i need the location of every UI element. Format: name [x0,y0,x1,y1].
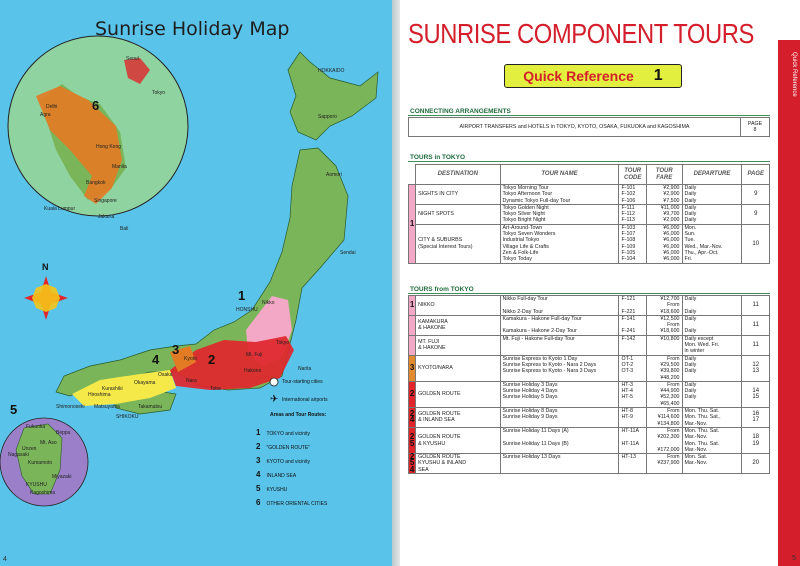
table-row [409,335,770,355]
map-title: Sunrise Holiday Map [95,18,290,40]
page-cell: 9 [742,185,770,205]
city-miyazaki: Miyazaki [52,474,72,480]
city-osaka: Osaka [158,372,173,378]
tour-name-cell: Art-Around-Town Tokyo Seven Wonders Industrial Tokyo Village Life & Crafts Zen & Folk-Life Tokyo Today [500,224,619,263]
connecting-table [408,117,770,137]
tour-code-cell: HT-8 HT-9 [619,408,646,428]
city-narita: Narita [298,366,312,372]
table-row [409,185,770,205]
page-cell: 16 17 [742,408,770,428]
tour-fare-cell: From ¥44,900 ¥52,300 ¥65,400 [646,381,682,407]
destination-cell: NIKKO [416,296,500,316]
col-tour-fare: TOUR FARE [646,165,682,185]
tour-fare-cell: ¥12,700 From ¥18,600 [646,296,682,316]
table-row [409,454,770,474]
city-manila: Manila [112,164,127,170]
tour-code-cell: OT-1 OT-2 OT-3 [619,355,646,381]
hokkaido-land [288,52,378,140]
connecting-page: PAGE 8 [741,118,770,137]
tour-fare-cell: ¥2,900 ¥2,900 ¥7,500 [646,185,682,205]
tour-code-cell: HT-3 HT-4 HT-5 [619,381,646,407]
tour-name-cell: Mt. Fuji - Hakone Full-day Tour [500,335,619,355]
table-row [409,408,770,428]
tour-code-cell: F-121 F-221 [619,296,646,316]
route-number-3: 3 [172,342,180,357]
group-number: 1 [409,296,416,316]
quick-reference-number: 1 [653,67,663,84]
route-number-1: 1 [238,288,246,303]
page-cell: 11 [742,296,770,316]
destination-cell: GOLDEN ROUTE & KYUSHU [416,427,500,453]
city-singapore: Singapore [94,198,117,204]
legend-airports: International airports [282,397,328,403]
tour-name-cell: Sunrise Holiday 3 Days Sunrise Holiday 4 Days Sunrise Holiday 5 Days [500,381,619,407]
city-bali: Bali [120,226,129,232]
departure-cell: Daily Daily [682,296,742,316]
departure-cell: Mon. Thu. Sat. Mar.-Nov. Mon. Thu. Sat. Mar.-Nov. [682,427,742,453]
legend-cities: Tour-starting cities [282,379,323,385]
page-number-left: 4 [3,556,7,563]
label-hokkaido: HOKKAIDO [318,68,345,74]
page-cell: 12 13 [742,355,770,381]
city-hong-kong: Hong Kong [96,144,122,150]
compass-label: N [42,262,49,272]
compass-icon [24,276,68,320]
col-page: PAGE [742,165,770,185]
tour-fare-cell: From ¥237,900 [646,454,682,474]
tour-code-cell: F-103 F-107 F-108 F-109 F-105 F-104 [619,224,646,263]
tour-name-cell: Sunrise Holiday 8 Days Sunrise Holiday 9 Days [500,408,619,428]
page-number-right: 5 [792,555,796,562]
table-header-row [409,165,770,185]
page-cell: 14 15 [742,381,770,407]
table-row [409,381,770,407]
city-mt-aso: Mt. Aso [40,440,57,446]
departure-cell: Daily Daily Daily [682,355,742,381]
page-title: SUNRISE COMPONENT TOURS [408,18,754,49]
city-seoul: Seoul [126,56,139,62]
city-delhi: Delhi [46,104,58,110]
city-aomori: Aomori [326,172,342,178]
connecting-heading: CONNECTING ARRANGEMENTS [410,108,511,115]
group-number: 2 [409,381,416,407]
city-nagasaki: Nagasaki [8,452,29,458]
city-tokyo-inset: Tokyo [152,90,166,96]
route-number-6: 6 [92,98,100,113]
tour-name-cell: Tokyo Golden Night Tokyo Silver Night Tokyo Bright Night [500,204,619,224]
group-number: 3 [409,355,416,381]
group-number: 2 5 4 [409,452,415,474]
destination-cell: SIGHTS IN CITY [416,185,500,205]
destination-cell: MT. FUJI & HAKONE [416,335,500,355]
route-number-2: 2 [208,352,216,367]
city-sapporo: Sapporo [318,114,337,120]
departure-cell: Mon. Sun. Tue. Wed., Mar.-Nov. Thu., Apr.-Oct. Fri. [682,224,742,263]
from-tokyo-table [408,295,770,474]
city-bangkok: Bangkok [86,180,106,186]
departure-cell: Mon. Sat. Mar.-Nov. [682,454,742,474]
departure-cell: Mon. Thu. Sat. Mon. Thu. Sat., Mar.-Nov. [682,408,742,428]
city-jakarta: Jakarta [98,214,115,220]
city-takamatsu: Takamatsu [138,404,163,410]
table-row [409,204,770,224]
divider [408,161,770,162]
city-beppu: Beppu [56,430,71,436]
page-cell: 11 [742,335,770,355]
legend-item-2: 2 "GOLDEN ROUTE" [256,442,311,451]
group-number: 2 4 [409,408,416,428]
departure-cell: Daily Daily Daily [682,381,742,407]
city-hakone: Hakone [244,368,262,374]
city-unzen: Unzen [22,446,37,452]
table-row [409,427,770,453]
tour-name-cell: Nikko Full-day Tour Nikko 2-Day Tour [500,296,619,316]
legend-item-5: 5 KYUSHU [256,484,288,493]
page-cell: 18 19 [742,427,770,453]
legend-heading: Areas and Tour Routes: [270,412,327,418]
connecting-text: AIRPORT TRANSFERS and HOTELS in TOKYO, KYOTO, OSAKA, FUKUOKA and KAGOSHIMA [409,118,741,137]
tour-fare-cell: ¥12,500 From ¥18,600 [646,315,682,335]
legend-item-3: 3 KYOTO and vicinity [256,456,310,465]
city-kumamoto: Kumamoto [28,460,53,466]
tour-code-cell: HT-11A HT-11A [619,427,646,453]
tour-name-cell: Tokyo Morning Tour Tokyo Afternoon Tour Dynamic Tokyo Full-day Tour [500,185,619,205]
side-tab [778,40,800,566]
city-tokyo: Tokyo [276,340,290,346]
tour-fare-cell: From ¥202,300 ¥172,000 [646,427,682,453]
destination-cell: GOLDEN ROUTE & INLAND SEA [416,408,500,428]
tour-name-cell: Sunrise Holiday 11 Days (A) Sunrise Holiday 11 Days (B) [500,427,619,453]
table-row [409,224,770,263]
destination-cell: GOLDEN ROUTE KYUSHU & INLAND SEA [416,454,500,474]
side-tab-label: Quick Reference [791,52,797,97]
col-departure: DEPARTURE [682,165,742,185]
city-nara: Nara [186,378,197,384]
label-kyushu: KYUSHU [26,482,47,488]
divider [408,293,770,294]
col-tour-name: TOUR NAME [500,165,619,185]
city-agra: Agra [40,112,51,118]
city-hiroshima: Hiroshima [88,392,111,398]
col-tour-code: TOUR CODE [619,165,646,185]
destination-cell: KYOTO/NARA [416,355,500,381]
city-kurashiki: Kurashiki [102,386,123,392]
city-toba: Toba [210,386,221,392]
table-row [409,315,770,335]
city-matsuyama: Matsuyama [94,404,120,410]
from-tokyo-heading: TOURS from TOKYO [410,286,474,293]
route-number-4: 4 [152,352,160,367]
legend-item-1: 1 TOKYO and vicinity [256,428,310,437]
city-fukuoka: Fukuoka [26,424,46,430]
tour-fare-cell: ¥10,800 [646,335,682,355]
city-kuala-lumpur: Kuala Lumpur [44,206,76,212]
group-number: 2 5 [409,427,416,453]
group-number [409,335,416,355]
tour-code-cell: HT-13 [619,454,646,474]
label-honshu: HONSHU [236,307,258,313]
city-shimonoseki: Shimonoseki [56,404,85,410]
tour-code-cell: F-141 F-241 [619,315,646,335]
city-nikko: Nikko [262,300,275,306]
book-gutter [392,0,400,566]
tour-name-cell: Sunrise Holiday 13 Days [500,454,619,474]
col-destination: DESTINATION [416,165,500,185]
tour-code-cell: F-101 F-102 F-106 [619,185,646,205]
departure-cell: Daily Daily Daily [682,185,742,205]
divider [408,115,770,116]
city-sendai: Sendai [340,250,356,256]
city-mt-fuji: Mt. Fuji [246,352,263,358]
tokyo-heading: TOURS in TOKYO [410,154,466,161]
city-kyoto: Kyoto [184,356,197,362]
page-cell: 20 [742,454,770,474]
tokyo-tours-table [408,164,770,264]
group-number [409,315,416,335]
page-cell: 11 [742,315,770,335]
tour-name-cell: Sunrise Express to Kyoto 1 Day Sunrise Express to Kyoto - Nara 2 Days Sunrise Express to Kyoto - Nara 3 Days [500,355,619,381]
page-cell: 9 [742,204,770,224]
tour-code-cell: F-111 F-112 F-113 [619,204,646,224]
map-page [0,0,392,566]
departure-cell: Daily Daily [682,315,742,335]
label-shikoku: SHIKOKU [116,414,139,420]
quick-reference-label: Quick Reference [523,68,634,84]
page-cell: 10 [742,224,770,263]
tour-fare-cell: From ¥29,500 ¥39,800 ¥48,200 [646,355,682,381]
departure-cell: Daily except Mon. Wed. Fri. in winter [682,335,742,355]
tour-fare-cell: ¥11,000 ¥9,700 ¥2,000 [646,204,682,224]
destination-cell: KAMAKURA & HAKONE [416,315,500,335]
tour-name-cell: Kamakura - Hakone Full-day Tour Kamakura - Hakone 2-Day Tour [500,315,619,335]
city-kagoshima: Kagoshima [30,490,56,496]
tours-page [400,0,800,566]
quick-reference-badge [504,64,682,88]
legend-item-6: 6 OTHER ORIENTAL CITIES [256,498,328,507]
legend-item-4: 4 INLAND SEA [256,470,297,479]
departure-cell: Daily Daily Daily [682,204,742,224]
route-number-5: 5 [10,402,18,417]
map-legend [256,376,374,511]
airport-symbol-icon: ✈ [270,394,279,405]
table-row [409,296,770,316]
city-okayama: Okayama [134,380,156,386]
destination-cell: CITY & SUBURBS (Special Interest Tours) [416,224,500,263]
tour-fare-cell: ¥6,000 ¥6,000 ¥6,000 ¥6,000 ¥6,000 ¥6,000 [646,224,682,263]
destination-cell: NIGHT SPOTS [416,204,500,224]
tour-fare-cell: From ¥114,600 ¥134,800 [646,408,682,428]
destination-cell: GOLDEN ROUTE [416,381,500,407]
group-number: 1 [409,185,416,264]
tour-code-cell: F-142 [619,335,646,355]
table-row [409,355,770,381]
